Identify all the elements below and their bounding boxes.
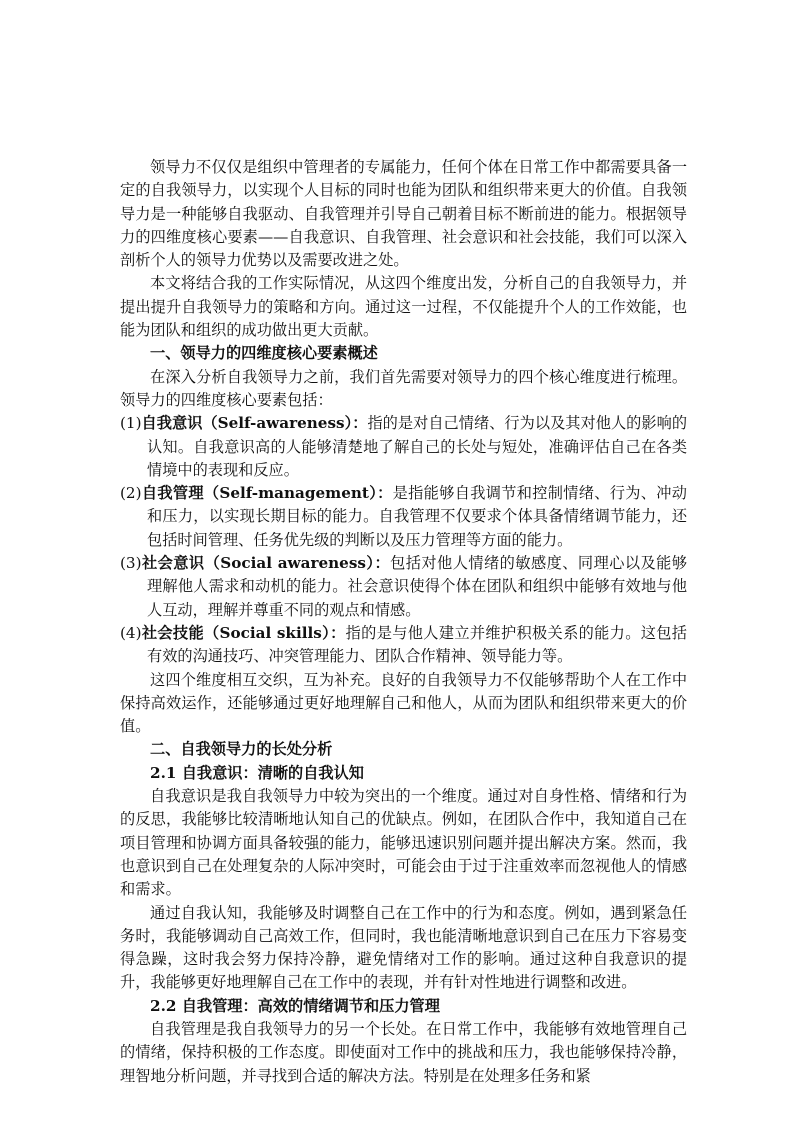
- item-number: (1): [120, 414, 142, 433]
- self-awareness-paragraph-2: 通过自我认知，我能够及时调整自己在工作中的行为和态度。例如，遇到紧急任务时，我能够调动自己高效工作，但同时，我也能清晰地意识到自己在压力下容易变得急躁，这时我会努力保持冷静，避免情绪对工作的影响。通过这种自我意识的提升，我能够更好地理解自己在工作中的表现，并有针对性地进行调整和改进。: [120, 903, 687, 992]
- item-description: 包括对他人情绪的敏感度、同理心以及能够理解他人需求和动机的能力。社会意识使得个体在团队和组织中能够有效地与他人互动，理解并尊重不同的观点和情感。: [147, 554, 688, 619]
- section-heading-2: 二、自我领导力的长处分析: [150, 740, 333, 759]
- summary-paragraph: 这四个维度相互交织，互为补充。良好的自我领导力不仅能够帮助个人在工作中保持高效运作，还能够通过更好地理解自己和他人，从而为团队和组织带来更大的价值。: [120, 670, 687, 736]
- list-item: [120, 482, 687, 552]
- item-term: 社会技能（Social skills）：: [141, 623, 346, 642]
- list-item: [120, 622, 687, 669]
- self-management-paragraph: 自我管理是我自我领导力的另一个长处。在日常工作中，我能够有效地管理自己的情绪，保持积极的工作态度。即使面对工作中的挑战和压力，我也能够保持冷静，理智地分析问题，并寻找到合适的解决方法。特别是在处理多任务和紧: [120, 1019, 687, 1085]
- item-description: 指的是对自己情绪、行为以及其对他人的影响的认知。自我意识高的人能够清楚地了解自己的长处与短处，准确评估自己在各类情境中的表现和反应。: [147, 414, 687, 479]
- subsection-heading-2-2: 2.2 自我管理：高效的情绪调节和压力管理: [150, 996, 440, 1015]
- item-term: 自我意识（Self-awareness）：: [141, 414, 368, 433]
- purpose-paragraph: 本文将结合我的工作实际情况，从这四个维度出发，分析自己的自我领导力，并提出提升自我领导力的策略和方向。通过这一过程，不仅能提升个人的工作效能，也能为团队和组织的成功做出更大贡献。: [120, 274, 687, 340]
- item-number: (2): [120, 484, 142, 503]
- item-number: (4): [120, 623, 142, 642]
- item-number: (3): [120, 554, 142, 573]
- item-term: 社会意识（Social awareness）：: [141, 554, 391, 573]
- list-item: [120, 412, 687, 482]
- item-description: 是指能够自我调节和控制情绪、行为、冲动和压力，以实现长期目标的能力。自我管理不仅要求个体具备情绪调节能力，还包括时间管理、任务优先级的判断以及压力管理等方面的能力。: [147, 484, 687, 549]
- item-description: 指的是与他人建立并维护积极关系的能力。这包括有效的沟通技巧、冲突管理能力、团队合作精神、领导能力等。: [147, 623, 687, 666]
- document-page: [120, 156, 687, 1088]
- item-term: 自我管理（Self-management）：: [141, 484, 393, 503]
- overview-paragraph: 在深入分析自我领导力之前，我们首先需要对领导力的四个核心维度进行梳理。领导力的四维度核心要素包括：: [120, 367, 687, 409]
- intro-paragraph: 领导力不仅仅是组织中管理者的专属能力，任何个体在日常工作中都需要具备一定的自我领导力，以实现个人目标的同时也能为团队和组织带来更大的价值。自我领导力是一种能够自我驱动、自我管理并引导自己朝着目标不断前进的能力。根据领导力的四维度核心要素——自我意识、自我管理、社会意识和社会技能，我们可以深入剖析个人的领导力优势以及需要改进之处。: [120, 158, 687, 270]
- list-item: [120, 552, 687, 622]
- section-heading-1: 一、领导力的四维度核心要素概述: [150, 344, 378, 363]
- self-awareness-paragraph-1: 自我意识是我自我领导力中较为突出的一个维度。通过对自身性格、情绪和行为的反思，我能够比较清晰地认知自己的优缺点。例如，在团队合作中，我知道自己在项目管理和协调方面具备较强的能力，能够迅速识别问题并提出解决方案。然而，我也意识到自己在处理复杂的人际冲突时，可能会由于过于注重效率而忽视他人的情感和需求。: [120, 787, 687, 899]
- subsection-heading-2-1: 2.1 自我意识：清晰的自我认知: [150, 763, 364, 782]
